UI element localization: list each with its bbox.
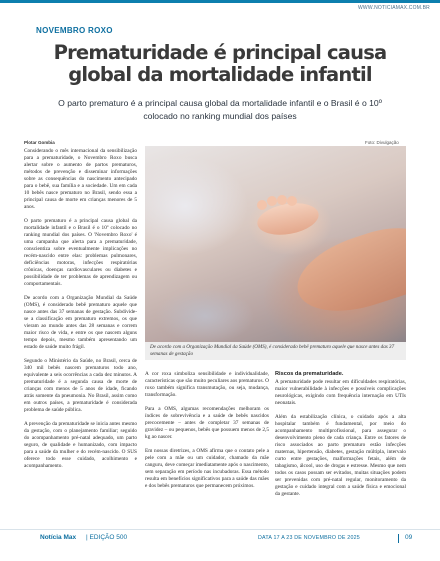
- photo-caption: De acordo com a Organização Mundial da Saúde (OMS), é considerado bebê prematuro aquele que nasce antes das 37 semanas de gestação: [150, 344, 395, 357]
- footer-brand: Notícia Max: [40, 534, 77, 541]
- page-number: 09: [405, 534, 413, 541]
- paragraph: A prematuridade pode resultar em dificuldades respiratórias, maior vulnerabilidade à infecções e possíveis complicações neurológicas, exigindo com frequência internação em UTIs neonatais.: [275, 379, 406, 406]
- paragraph: Considerando o mês internacional da sensibilização para a prematuridade, o Novembro Roxo busca alertar sobre o aumento de partos prematuros, métodos de prevenção e disseminar informações sobre as consequências do nascimento antecipado para o bebê, sua família e a sociedade. Um em cada 10 bebês nasce prematuro no Brasil, sendo essa a principal causa de morte em crianças menores de 5 anos.: [24, 148, 137, 210]
- risks-box: [275, 371, 406, 521]
- baby-toe-shape: [267, 196, 277, 206]
- baby-toe-shape: [287, 196, 297, 206]
- article-title: Prematuridade é principal causa global da mortalidade infantil: [53, 41, 387, 86]
- baby-toe-shape: [257, 200, 267, 210]
- baby-toe-shape: [277, 195, 287, 205]
- paragraph: Para a OMS, algumas recomendações melhoram os índices de sobrevivência e a saúde de bebês nascidos precocemente – antes de completar 37 semanas de gravidez – ou pequenos, bebês que possuem menos de 2,5 kg ao nascer.: [145, 406, 269, 440]
- footer-edition: | EDIÇÃO 500: [86, 534, 128, 541]
- footer-date: DATA 17 A 23 DE NOVEMBRO DE 2025: [258, 535, 360, 541]
- author-name: Plotar Gombia: [24, 140, 55, 145]
- paragraph: Além da estabilização clínica, o cuidado após a alta hospitalar também é fundamental, por meio do acompanhamento multiprofissional, para assegurar o desenvolvimento pleno de cada criança. Entre os fatores de risco associados ao parto prematuro estão infecções maternas, hipertensão, diabetes, gestação múltipla, intervalo curto entre gestações, malformações fetais, além de tabagismo, álcool, uso de drogas e estresse. Mesmo que nem todos os casos possam ser evitados, muitas situações podem ser prevenidas com pré-natal regular, monitoramento da gestação e cuidado integral com a saúde física e emocional da gestante.: [275, 414, 406, 497]
- middle-column: [145, 371, 269, 521]
- paragraph: O parto prematuro é a principal causa global da mortalidade infantil e o Brasil é o 10º colocado no ranking mundial dos países. O 'Novembro Roxo' é uma campanha que alerta para a prematuridade, conscientiza sobre eventualmente implicações no recém-nascido entre elas: problemas pulmonares, deficiências motoras, infecções respiratórias crônicas, doenças cardiovasculares ou diabetes e possibilidade de ter problemas de aprendizagem ou comportamentais.: [24, 218, 137, 287]
- paragraph: Segundo o Ministério da Saúde, no Brasil, cerca de 340 mil bebês nascem prematuros todo ano, equivalente a seis ocorrências a cada dez minutos. A prematuridade é a segunda causa de morte de crianças com menos de 5 anos de idade, ficando atrás somente da pneumonia. No Brasil, assim como em outros países, a prematuridade é considerada problema de saúde pública.: [24, 358, 137, 413]
- paragraph: A cor roxa simboliza sensibilidade e individualidade, características que são muito peculiares aos prematuros. O roxo também significa transmutação, ou seja, mudança, transformação.: [145, 371, 269, 398]
- photo-credit: Foto: Divulgação: [365, 140, 399, 145]
- article-photo: [145, 146, 406, 342]
- section-label: NOVEMBRO ROXO: [36, 26, 113, 35]
- adult-hand-shape: [288, 216, 406, 326]
- paragraph: De acordo com a Organização Mundial da Saúde (OMS), é considerado bebê prematuro aquele que nasce antes das 37 semanas de gestação. Subdivide-se a classificação em prematuro extremos, os que vieram ao mundo antes das 28 semanas e correm maior risco de vida, e entre os que nascem alguns tempo depois, mesmo também apresentando um estado de saúde muito frágil.: [24, 295, 137, 350]
- paragraph: A prevenção da prematuridade se inicia antes mesmo da gestação, com o planejamento familiar; seguido do acompanhamento pré-natal adequado, um parto seguro, de qualidade e humanizado, com impacto para a saúde da mulher e do recém-nascido. O SUS oferece todo esse cuidado, acolhimento e acompanhamento.: [24, 421, 137, 469]
- left-column: [24, 148, 137, 528]
- site-url: WWW.NOTICIAMAX.COM.BR: [358, 5, 430, 11]
- footer-separator: [398, 534, 399, 543]
- risks-box-title: Riscos da prematuridade.: [275, 371, 344, 377]
- article-subtitle: O parto prematuro é a principal causa global da mortalidade infantil e o Brasil é o 10º colocado no ranking mundial dos países: [58, 98, 382, 121]
- paragraph: Em nossas diretrizes, a OMS afirma que o contato pele a pele com a mãe ou um cuidador, chamado da mãe canguru, deve começar imediatamente após o nascimento, sem separação em período nas incubadoras. Essa método resulta em benefícios significativos para a saúde das mães e dos bebês prematuros que permanecem próximos.: [145, 448, 269, 489]
- top-accent-bar: [0, 0, 440, 3]
